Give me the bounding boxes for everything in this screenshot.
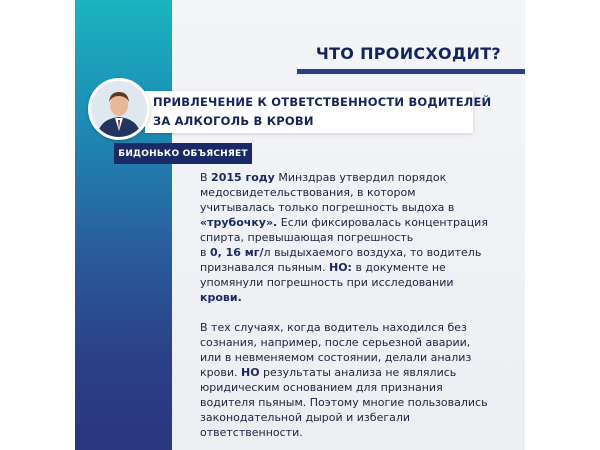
gradient-side-strip: [75, 0, 172, 450]
p2-line: водителя пьяным. Поэтому многие пользовались: [200, 396, 488, 409]
paragraph-1: [200, 170, 522, 305]
text-fragment: в: [200, 246, 210, 259]
p2-line: сознания, например, после серьезной аварии,: [200, 336, 471, 349]
text-fragment: крови.: [200, 366, 241, 379]
text-fragment: Если фиксировалась концентрация: [277, 216, 488, 229]
p1-line: медосвидетельствования, в котором: [200, 186, 416, 199]
p1-line: упомянули погрешность при исследовании: [200, 276, 454, 289]
p2-line: законодательной дырой и избегали: [200, 411, 411, 424]
author-badge: БИДОНЬКО ОБЪЯСНЯЕТ: [114, 143, 252, 164]
p2-line: ответственности.: [200, 426, 303, 439]
text-fragment: результаты анализа не являлись: [259, 366, 457, 379]
p1-line: [200, 170, 522, 185]
highlight-but: НО: [240, 366, 260, 379]
p2-line: [200, 365, 522, 380]
paragraph-2: [200, 320, 522, 440]
p1-line: [200, 245, 522, 260]
page-heading: ЧТО ПРОИСХОДИТ?: [315, 44, 501, 63]
title-box: [145, 91, 492, 133]
avatar-person-icon: [88, 78, 150, 140]
p1-line: крови.: [200, 291, 242, 304]
p1-line: [200, 260, 522, 275]
text-fragment: в документе не: [351, 261, 446, 274]
p1-line: спирта, превышающая погрешность: [200, 231, 414, 244]
title-line-2: ЗА АЛКОГОЛЬ В КРОВИ: [153, 114, 314, 128]
heading-underline: [297, 69, 525, 74]
p2-line: В тех случаях, когда водитель находился без: [200, 321, 467, 334]
slide-card: [75, 0, 525, 450]
p1-line: учитывалась только погрешность выдоха в: [200, 201, 455, 214]
highlight-but: НО:: [328, 261, 352, 274]
text-fragment: признавался пьяным.: [200, 261, 329, 274]
p1-line: [200, 215, 522, 230]
text-fragment: л выдыхаемого воздуха, то водитель: [263, 246, 482, 259]
highlight-year: 2015 году: [211, 171, 275, 184]
title-line-1: ПРИВЛЕЧЕНИЕ К ОТВЕТСТВЕННОСТИ ВОДИТЕЛЕЙ: [153, 95, 492, 109]
highlight-tube: «трубочку».: [200, 216, 278, 229]
text-fragment: Минздрав утвердил порядок: [274, 171, 447, 184]
person-portrait-icon: [91, 81, 147, 137]
article-body: [200, 170, 522, 440]
highlight-value: 0, 16 мг/: [209, 246, 264, 259]
text-fragment: В: [200, 171, 212, 184]
p2-line: или в невменяемом состоянии, делали анализ: [200, 351, 472, 364]
p2-line: юридическим основанием для признания: [200, 381, 443, 394]
